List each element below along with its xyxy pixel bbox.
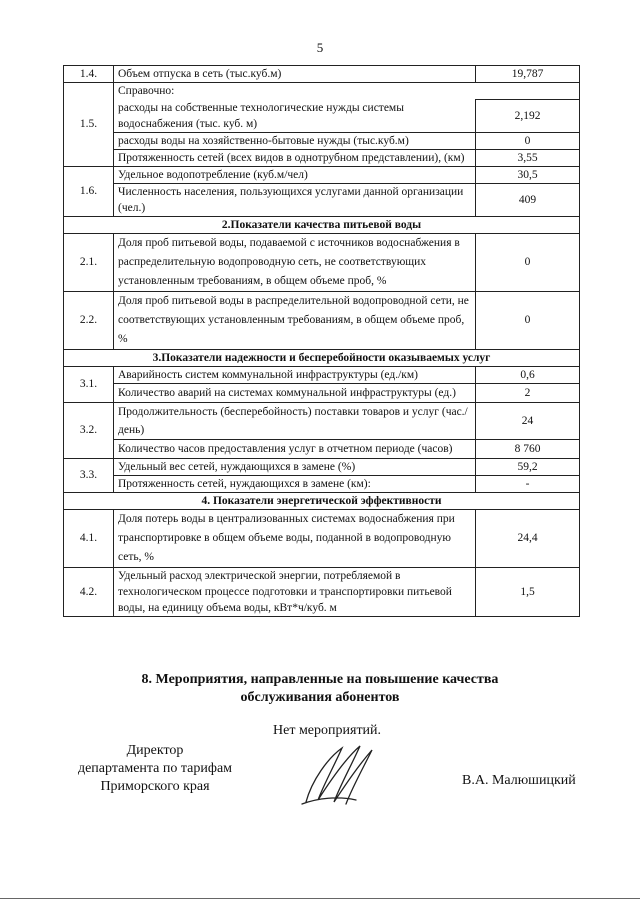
section-header-row (64, 349, 580, 366)
table-row (64, 383, 580, 402)
table-row (64, 83, 580, 100)
row-number: 2.1. (64, 233, 114, 291)
heading-line: 8. Мероприятия, направленные на повышение качества (141, 672, 499, 687)
table-row (64, 291, 580, 349)
row-value: - (476, 475, 580, 492)
row-value: 2,192 (476, 100, 580, 133)
title-line: Директор (126, 743, 184, 758)
row-text: Аварийность систем коммунальной инфраструктуры (ед./км) (114, 366, 476, 383)
section-header-row (64, 492, 580, 509)
table-row (64, 166, 580, 183)
row-number: 3.2. (64, 402, 114, 458)
table-row (64, 233, 580, 291)
row-number: 1.4. (64, 66, 114, 83)
row-value: 0 (476, 132, 580, 149)
no-events-text: Нет мероприятий. (273, 723, 382, 738)
table-row (64, 439, 580, 458)
row-text: Удельный расход электрической энергии, потребляемой в технологическом процессе подготовки и транспортировки питьевой воды, на единицу объема воды, кВт*ч/куб. м (114, 567, 476, 616)
row-number: 2.2. (64, 291, 114, 349)
table-row (64, 458, 580, 475)
row-text: Доля проб питьевой воды, подаваемой с источников водоснабжения в распределительную водопроводную сеть, не соответствующих установленным требованиям, в общем объеме проб, % (114, 233, 476, 291)
row-value: 409 (476, 183, 580, 216)
row-value: 0 (476, 291, 580, 349)
row-value: 0 (476, 233, 580, 291)
table-row (64, 366, 580, 383)
row-value: 0,6 (476, 366, 580, 383)
section-header-row (64, 216, 580, 233)
row-text: расходы воды на хозяйственно-бытовые нужды (тыс.куб.м) (114, 132, 476, 149)
row-number: 1.5. (64, 83, 114, 167)
row-text: Доля проб питьевой воды в распределительной водопроводной сети, не соответствующих установленным требованиям, в общем объеме проб, % (114, 291, 476, 349)
section-title: 3.Показатели надежности и бесперебойности оказываемых услуг (64, 349, 580, 366)
row-text: Удельное водопотребление (куб.м/чел) (114, 166, 476, 183)
table-row (64, 183, 580, 216)
signatory-title (40, 742, 270, 796)
table-row (64, 402, 580, 439)
row-text: Численность населения, пользующихся услугами данной организации (чел.) (114, 183, 476, 216)
row-number: 1.6. (64, 166, 114, 216)
table-row (64, 475, 580, 492)
heading-line: обслуживания абонентов (240, 690, 400, 705)
row-number: 4.2. (64, 567, 114, 616)
handwritten-signature (298, 740, 378, 810)
signatory-name: В.А. Малюшицкий (462, 773, 576, 788)
section-title: 4. Показатели энергетической эффективности (64, 492, 580, 509)
row-text: Продолжительность (бесперебойность) поставки товаров и услуг (час./день) (114, 402, 476, 439)
indicators-table (63, 65, 580, 617)
row-value: 19,787 (476, 66, 580, 83)
table-row (64, 149, 580, 166)
table-row (64, 132, 580, 149)
row-text: Протяженность сетей, нуждающихся в замене (км): (114, 475, 476, 492)
page-bottom-divider (0, 898, 640, 899)
row-number: 3.1. (64, 366, 114, 402)
row-number: 3.3. (64, 458, 114, 492)
table-row (64, 567, 580, 616)
row-value: 24 (476, 402, 580, 439)
row-value: 2 (476, 383, 580, 402)
page-number: 5 (316, 40, 324, 55)
row-text: Доля потерь воды в централизованных системах водоснабжения при транспортировке в общем объеме воды, поданной в водопроводную сеть, % (114, 509, 476, 567)
row-text: Количество аварий на системах коммунальной инфраструктуры (ед.) (114, 383, 476, 402)
section-title: 2.Показатели качества питьевой воды (64, 216, 580, 233)
row-value: 3,55 (476, 149, 580, 166)
row-text: Справочно: (114, 83, 580, 100)
row-value: 59,2 (476, 458, 580, 475)
table-row (64, 100, 580, 133)
row-text: Протяженность сетей (всех видов в однотрубном представлении), (км) (114, 149, 476, 166)
row-text: Объем отпуска в сеть (тыс.куб.м) (114, 66, 476, 83)
row-value: 1,5 (476, 567, 580, 616)
section-8-heading (0, 671, 640, 707)
row-value: 8 760 (476, 439, 580, 458)
row-value: 30,5 (476, 166, 580, 183)
table-row (64, 509, 580, 567)
row-text: Удельный вес сетей, нуждающихся в замене (%) (114, 458, 476, 475)
row-number: 4.1. (64, 509, 114, 567)
row-value: 24,4 (476, 509, 580, 567)
row-text: Количество часов предоставления услуг в отчетном периоде (часов) (114, 439, 476, 458)
table-row (64, 66, 580, 83)
title-line: департамента по тарифам (77, 761, 233, 776)
row-text: расходы на собственные технологические нужды системы водоснабжения (тыс. куб. м) (114, 100, 476, 133)
title-line: Приморского края (100, 779, 210, 794)
